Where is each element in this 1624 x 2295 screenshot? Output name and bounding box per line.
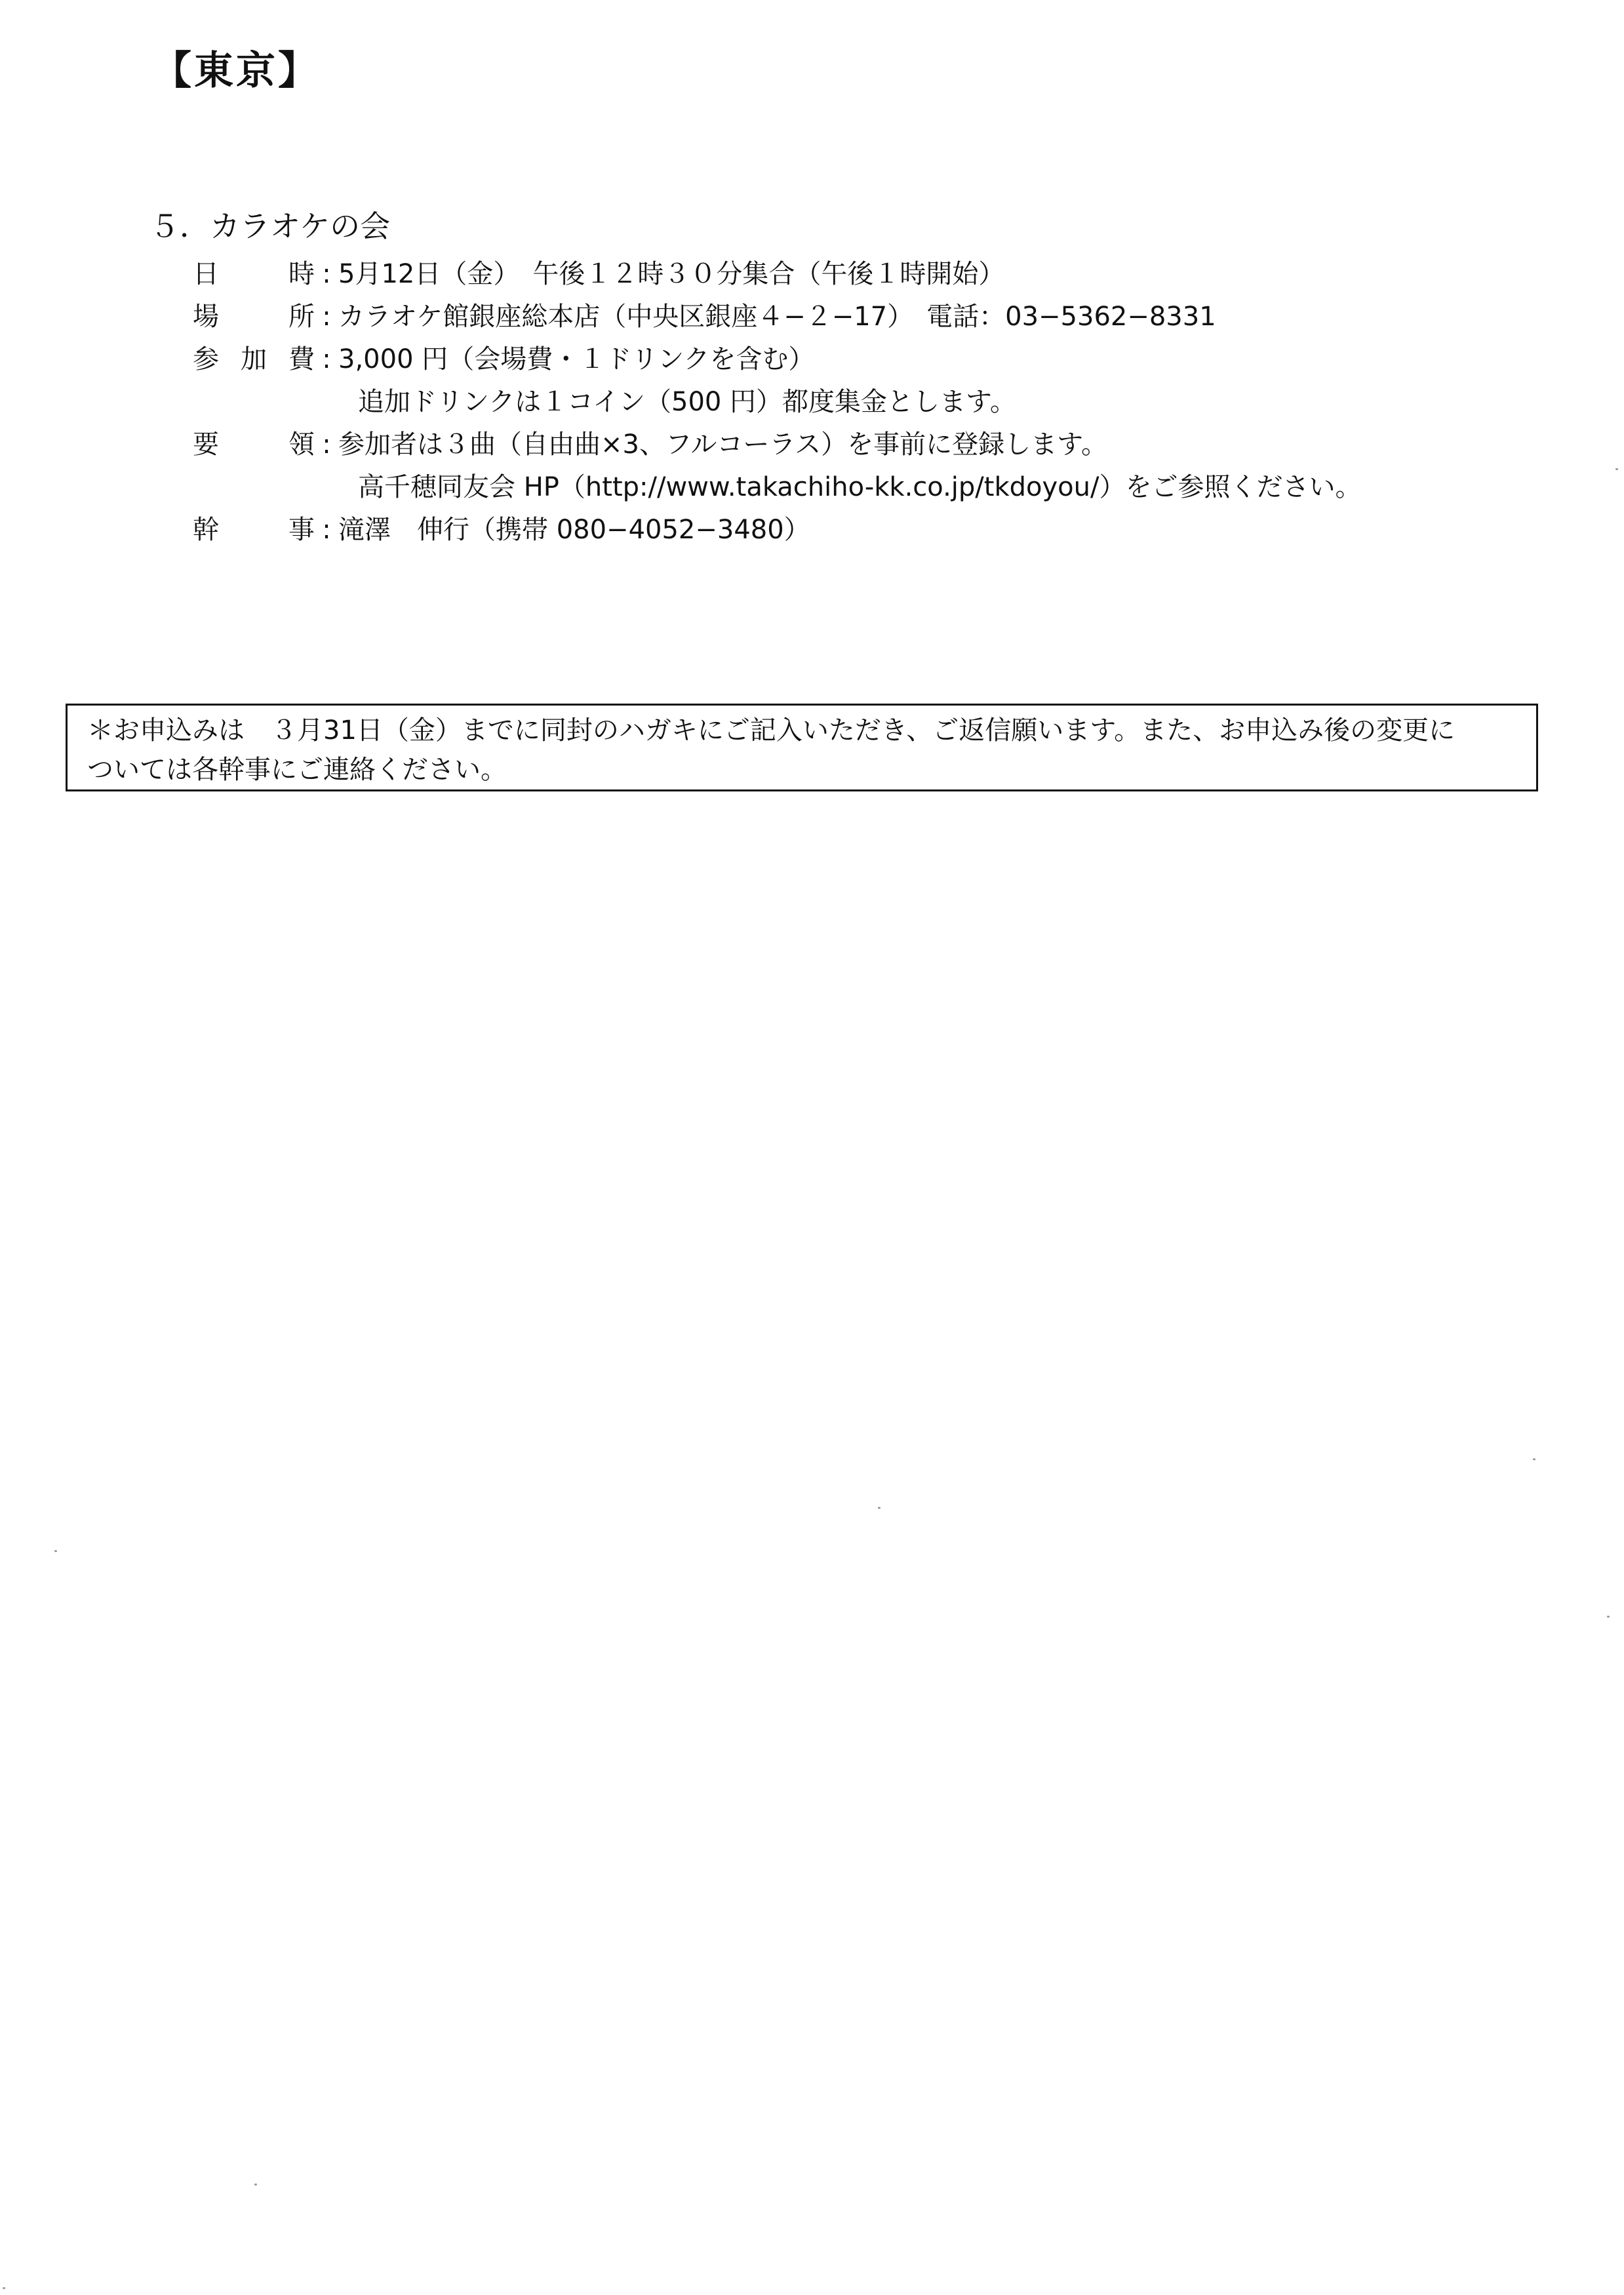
colon-separator: : [322, 302, 331, 332]
detail-row-guidelines [193, 425, 1107, 464]
region-title: 【東京】 [152, 48, 320, 94]
detail-label: 幹事 [193, 515, 315, 545]
application-notice-box [66, 704, 1538, 791]
detail-value: 5月12日（金） 午後１２時３０分集合（午後１時開始） [338, 259, 1005, 289]
colon-separator: : [322, 429, 331, 460]
detail-value: 参加者は３曲（自由曲×3、フルコーラス）を事前に登録します。 [338, 429, 1107, 460]
detail-row-fee [193, 340, 814, 379]
scan-speck [1533, 1458, 1535, 1460]
notice-line: ＊お申込みは ３月31日（金）までに同封のハガキにご記入いただき、ご返信願います。また、お申込み後の変更に [87, 715, 1456, 746]
detail-label: 参加費 [193, 344, 315, 374]
detail-value: カラオケ館銀座総本店（中央区銀座４−２−17） 電話：03−5362−8331 [338, 302, 1216, 332]
detail-value: 3,000 円（会場費・１ドリンクを含む） [338, 344, 815, 374]
scan-speck [1615, 468, 1618, 470]
detail-value: 滝澤 伸行（携帯 080−4052−3480） [338, 515, 810, 545]
scan-speck [3, 2287, 5, 2289]
detail-continuation-fee: 追加ドリンクは１コイン（500 円）都度集金とします。 [358, 387, 1016, 417]
detail-label: 場所 [193, 302, 315, 332]
notice-line: ついては各幹事にご連絡ください。 [87, 755, 507, 785]
detail-row-organizer [193, 510, 810, 549]
colon-separator: : [322, 344, 331, 374]
detail-label: 要領 [193, 429, 315, 460]
scan-speck [54, 1550, 57, 1552]
detail-row-datetime [193, 254, 1004, 294]
colon-separator: : [322, 259, 331, 289]
section-heading: ５．カラオケの会 [149, 209, 391, 244]
scan-speck [878, 1507, 881, 1509]
detail-label: 日時 [193, 259, 315, 289]
detail-continuation-guidelines: 高千穂同友会 HP（http://www.takachiho-kk.co.jp/tkdoyou/）をご参照ください。 [358, 472, 1362, 502]
detail-row-location [193, 297, 1216, 336]
scan-speck [1607, 1616, 1610, 1618]
scan-speck [254, 2184, 257, 2185]
colon-separator: : [322, 515, 331, 545]
